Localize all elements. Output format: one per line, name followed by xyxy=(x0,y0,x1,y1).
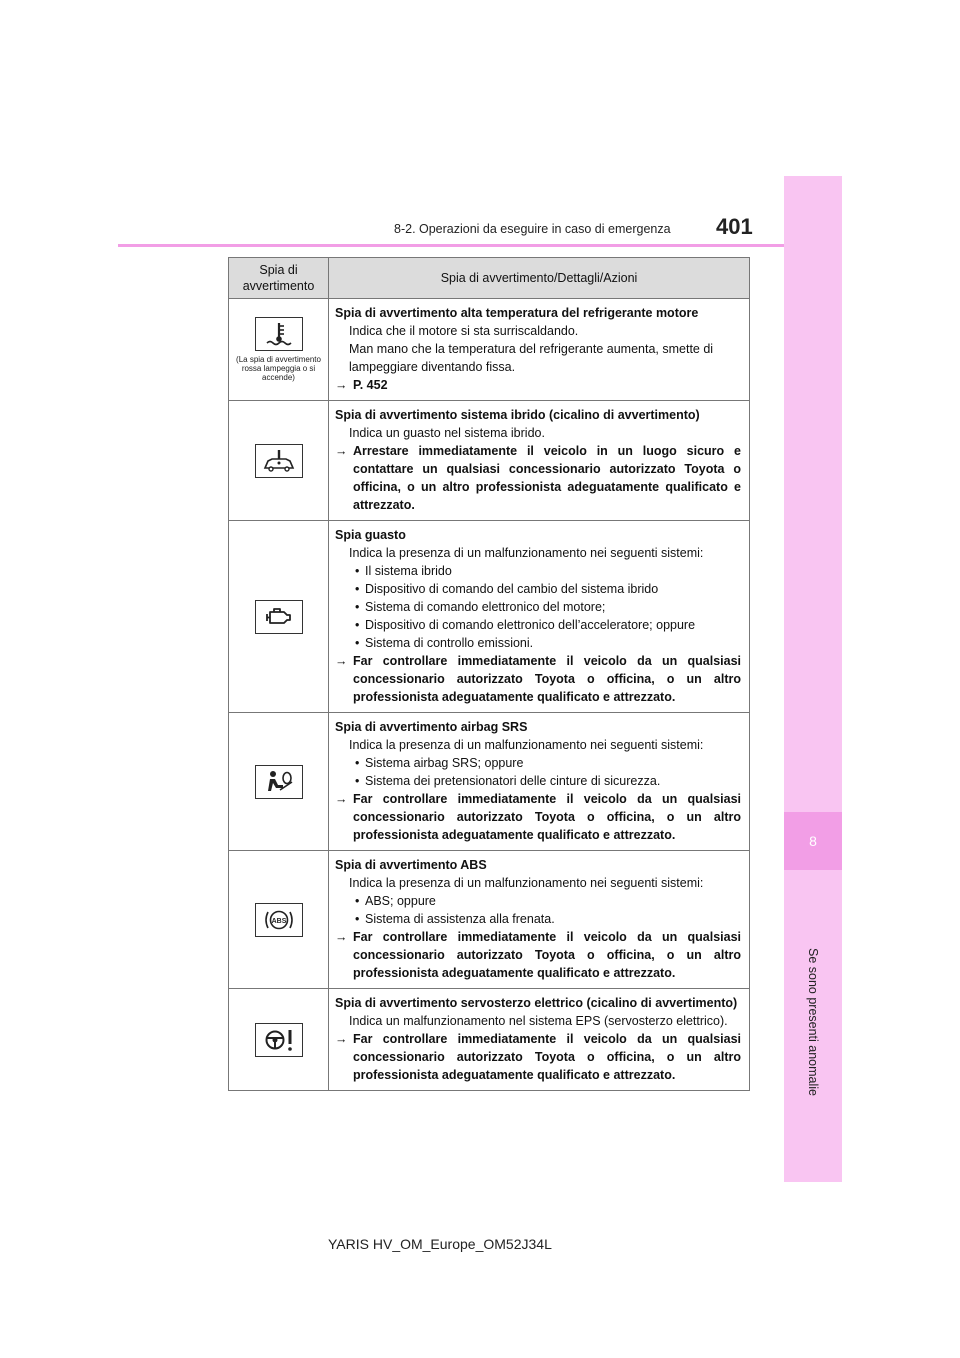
action-text: Arrestare immediatamente il veicolo in un luogo sicuro e contattare un qualsiasi concessionario autorizzato Toyota o officina, o un altro professionista adeguatamente qualificato e attrezzato. xyxy=(353,444,741,512)
warning-action xyxy=(335,652,741,706)
system-list xyxy=(335,892,741,928)
system-list xyxy=(335,754,741,790)
arrow-icon: → xyxy=(335,444,348,458)
description-cell xyxy=(329,851,750,989)
document-code: YARIS HV_OM_Europe_OM52J34L xyxy=(328,1236,552,1252)
warning-description: Indica un malfunzionamento nel sistema EPS (servosterzo elettrico). xyxy=(349,1014,728,1028)
abs-icon xyxy=(255,903,303,937)
srs-airbag-icon xyxy=(255,765,303,799)
icon-cell xyxy=(229,299,329,401)
icon-cell xyxy=(229,851,329,989)
description-cell xyxy=(329,521,750,713)
warning-description: Indica un guasto nel sistema ibrido. xyxy=(349,426,545,440)
warning-description: Indica la presenza di un malfunzionamento nei seguenti sistemi: xyxy=(349,738,704,752)
warning-action xyxy=(335,928,741,982)
icon-cell xyxy=(229,521,329,713)
warning-title: Spia di avvertimento servosterzo elettrico (cicalino di avvertimento) xyxy=(335,996,738,1010)
icon-caption: (La spia di avvertimento rossa lampeggia o si accende) xyxy=(236,355,321,382)
warning-lights-table xyxy=(228,257,750,1091)
list-item: • Dispositivo di comando del cambio del sistema ibrido xyxy=(355,580,741,598)
warning-description: Man mano che la temperatura del refrigerante aumenta, smette di lampeggiare diventando fissa. xyxy=(349,342,714,374)
list-item: • Dispositivo di comando elettronico dell’acceleratore; oppure xyxy=(355,616,741,634)
check-engine-icon xyxy=(255,600,303,634)
action-text: Far controllare immediatamente il veicolo da un qualsiasi concessionario autorizzato Toyota o officina, o un altro professionista adeguatamente qualificato e attrezzato. xyxy=(353,930,741,980)
warning-title: Spia di avvertimento ABS xyxy=(335,858,487,872)
section-title: 8-2. Operazioni da eseguire in caso di emergenza xyxy=(394,222,671,236)
table-row xyxy=(229,851,750,989)
arrow-icon: → xyxy=(335,930,348,944)
warning-action xyxy=(335,442,741,514)
column-header-icon: Spia di avvertimento xyxy=(229,258,329,299)
system-list xyxy=(335,562,741,652)
action-text: P. 452 xyxy=(353,378,388,392)
warning-action xyxy=(335,790,741,844)
warning-title: Spia di avvertimento airbag SRS xyxy=(335,720,528,734)
arrow-icon: → xyxy=(335,792,348,806)
table-row xyxy=(229,299,750,401)
action-text: Far controllare immediatamente il veicolo da un qualsiasi concessionario autorizzato Toyota o officina, o un altro professionista adeguatamente qualificato e attrezzato. xyxy=(353,654,741,704)
list-item: • Sistema airbag SRS; oppure xyxy=(355,754,741,772)
description-cell xyxy=(329,299,750,401)
warning-action xyxy=(335,376,741,394)
chapter-number: 8 xyxy=(784,812,842,870)
icon-cell xyxy=(229,401,329,521)
table-row xyxy=(229,401,750,521)
warning-description: Indica la presenza di un malfunzionamento nei seguenti sistemi: xyxy=(349,546,704,560)
header-rule xyxy=(118,244,784,247)
list-item: • Sistema di controllo emissioni. xyxy=(355,634,741,652)
chapter-title-container xyxy=(784,872,842,1172)
column-header-details: Spia di avvertimento/Dettagli/Azioni xyxy=(329,258,750,299)
icon-cell xyxy=(229,713,329,851)
list-item: • Sistema dei pretensionatori delle cinture di sicurezza. xyxy=(355,772,741,790)
coolant-temperature-icon xyxy=(255,317,303,351)
description-cell xyxy=(329,401,750,521)
warning-action xyxy=(335,1030,741,1084)
table-header-row xyxy=(229,258,750,299)
warning-title: Spia di avvertimento alta temperatura del refrigerante motore xyxy=(335,306,699,320)
list-item: • Il sistema ibrido xyxy=(355,562,741,580)
arrow-icon: → xyxy=(335,1032,348,1046)
abs-icon-label: ABS xyxy=(271,917,286,925)
table-row xyxy=(229,521,750,713)
chapter-title: Se sono presenti anomalie xyxy=(806,947,821,1097)
list-item: • ABS; oppure xyxy=(355,892,741,910)
list-item: • Sistema di assistenza alla frenata. xyxy=(355,910,741,928)
icon-cell xyxy=(229,989,329,1091)
warning-description: Indica la presenza di un malfunzionamento nei seguenti sistemi: xyxy=(349,876,704,890)
action-text: Far controllare immediatamente il veicolo da un qualsiasi concessionario autorizzato Toyota o officina, o un altro professionista adeguatamente qualificato e attrezzato. xyxy=(353,1032,741,1082)
arrow-icon: → xyxy=(335,378,348,392)
warning-description: Indica che il motore si sta surriscaldando. xyxy=(349,324,579,338)
list-item: • Sistema di comando elettronico del motore; xyxy=(355,598,741,616)
table-row xyxy=(229,989,750,1091)
action-text: Far controllare immediatamente il veicolo da un qualsiasi concessionario autorizzato Toyota o officina, o un altro professionista adeguatamente qualificato e attrezzato. xyxy=(353,792,741,842)
table-row xyxy=(229,713,750,851)
hybrid-system-warning-icon xyxy=(255,444,303,478)
description-cell xyxy=(329,713,750,851)
description-cell xyxy=(329,989,750,1091)
warning-title: Spia di avvertimento sistema ibrido (cicalino di avvertimento) xyxy=(335,408,700,422)
arrow-icon: → xyxy=(335,654,348,668)
page-number: 401 xyxy=(716,214,753,239)
warning-title: Spia guasto xyxy=(335,528,406,542)
power-steering-icon xyxy=(255,1023,303,1057)
